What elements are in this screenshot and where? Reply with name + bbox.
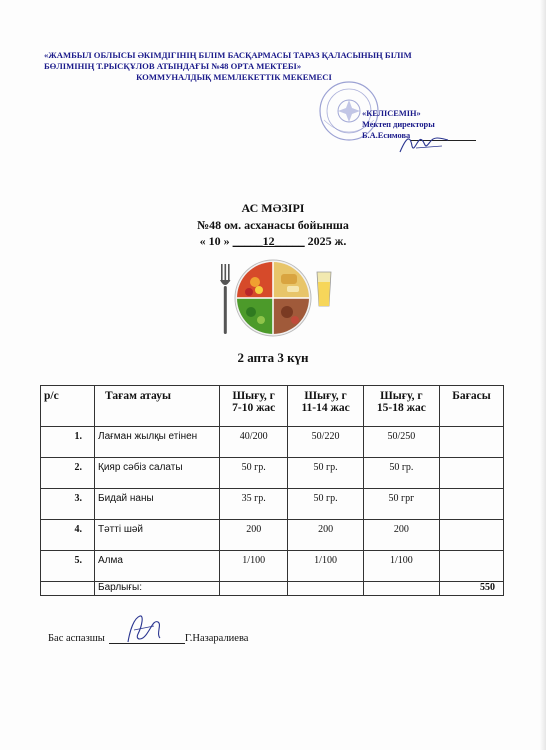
yield-7-10: 35 гр. [220,489,288,520]
total-price: 550 [440,582,504,596]
menu-title: АС МӘЗІРІ [241,201,305,215]
dish-name: Алма [95,551,220,582]
chef-signature-line [109,633,185,644]
director-signature [396,128,452,158]
yield-11-14: 50 гр. [288,489,363,520]
approval-label: «КЕЛІСЕМІН» [362,109,421,118]
chef-name: Г.Назаралиева [184,633,249,644]
yield-15-18: 50 гр. [363,458,439,489]
yield-7-10: 40/200 [220,427,288,458]
row-num: 4. [41,520,95,551]
chef-signoff [48,633,248,644]
yield-15-18: 200 [363,520,439,551]
price [440,551,504,582]
table-row [41,427,504,458]
page-edge [540,0,546,750]
yield-11-14: 1/100 [288,551,363,582]
header-line-2: БӨЛІМІНІҢ Т.РЫСҚҰЛОВ АТЫНДАҒЫ №48 ОРТА МЕКТЕБІ» [44,61,302,71]
yield-11-14: 50 гр. [288,458,363,489]
yield-11-14: 50/220 [288,427,363,458]
institution-header [44,50,484,83]
header-dish-name: Тағам атауы [95,386,220,427]
price [440,489,504,520]
week-day-label: 2 апта 3 күн [237,350,309,365]
chef-label: Бас аспазшы [48,633,105,644]
table-row [41,520,504,551]
dish-name: Тәтті шәй [95,520,220,551]
total-row [41,582,504,596]
header-yield-11-14: Шығу, г 11-14 жас [288,386,363,427]
glass-icon [317,272,331,306]
menu-table [40,385,504,596]
row-num: 3. [41,489,95,520]
yield-11-14: 200 [288,520,363,551]
menu-subtitle: №48 ом. асханасы бойынша [197,218,349,232]
yield-15-18: 1/100 [363,551,439,582]
total-label: Барлығы: [95,582,220,596]
header-num: р/с [41,386,95,427]
date-month: _____12_____ [232,234,305,248]
table-header-row [41,386,504,427]
fork-icon [220,264,231,334]
price [440,458,504,489]
price [440,427,504,458]
yield-15-18: 50/250 [363,427,439,458]
table-row [41,458,504,489]
table-row [41,551,504,582]
header-line-3: КОММУНАЛДЫҚ МЕМЛЕКЕТТІК МЕКЕМЕСІ [136,72,332,82]
dish-name: Бидай наны [95,489,220,520]
yield-7-10: 200 [220,520,288,551]
price [440,520,504,551]
yield-15-18: 50 грг [363,489,439,520]
yield-7-10: 50 гр. [220,458,288,489]
menu-date [0,234,546,249]
food-plate-illustration [205,256,341,340]
header-price: Бағасы [440,386,504,427]
date-day: « 10 » [199,234,230,248]
date-year: 2025 ж. [307,234,347,248]
yield-7-10: 1/100 [220,551,288,582]
row-num: 5. [41,551,95,582]
row-num: 2. [41,458,95,489]
header-yield-7-10: Шығу, г 7-10 жас [220,386,288,427]
approval-position: Мектеп директоры [362,120,435,129]
dish-name: Лағман жылқы етінен [95,427,220,458]
dish-name: Қияр сәбіз салаты [95,458,220,489]
header-yield-15-18: Шығу, г 15-18 жас [363,386,439,427]
approval-name: Б.А.Есимова [362,131,411,140]
header-line-1: «ЖАМБЫЛ ОБЛЫСЫ ӘКІМДІГІНІҢ БІЛІМ БАСҚАРМАСЫ ТАРАЗ ҚАЛАСЫНЫҢ БІЛІМ [44,50,412,60]
table-row [41,489,504,520]
row-num: 1. [41,427,95,458]
